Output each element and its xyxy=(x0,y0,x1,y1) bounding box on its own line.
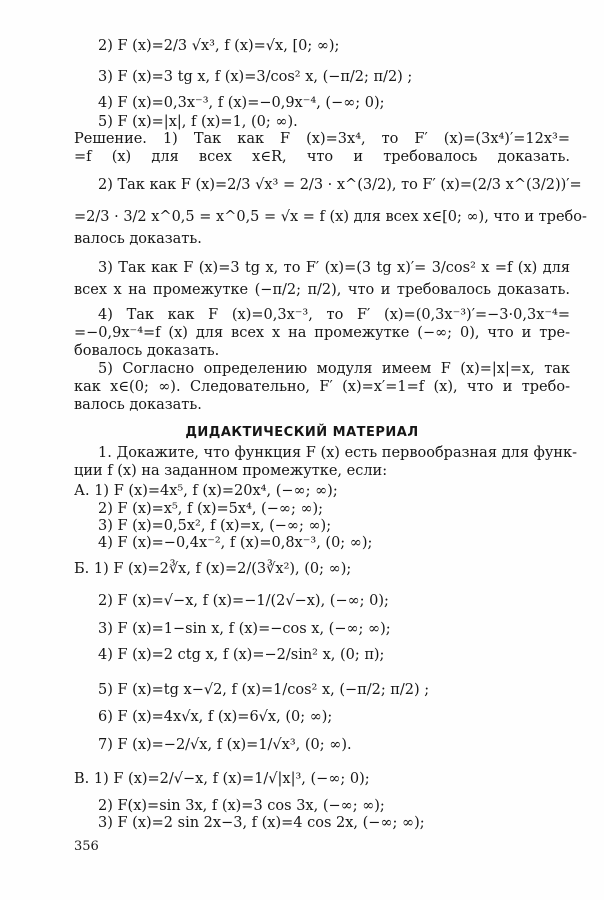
solution-line: 5) Согласно определению модуля имеем F (x)=|x|=x, так xyxy=(98,361,570,377)
section-v-item: В. 1) F (x)=2/√−x, f (x)=1/√|x|³, (−∞; 0); xyxy=(74,771,370,787)
solution-line: 2) Так как F (x)=2/3 √x³ = 2/3 · x^(3/2), то F′ (x)=(2/3 x^(3/2))′= xyxy=(98,177,582,193)
section-b-item: Б. 1) F (x)=2∛x, f (x)=2/(3∛x²), (0; ∞); xyxy=(74,561,352,577)
problem-5: 5) F (x)=|x|, f (x)=1, (0; ∞). xyxy=(98,114,298,130)
task-intro: 1. Докажите, что функция F (x) есть первообразная для функ- xyxy=(98,445,577,461)
solution-line: 4) Так как F (x)=0,3x⁻³, то F′ (x)=(0,3x⁻³)′=−3·0,3x⁻⁴= xyxy=(98,307,570,323)
problem-2: 2) F (x)=2/3 √x³, f (x)=√x, [0; ∞); xyxy=(98,38,340,54)
section-b-item: 5) F (x)=tg x−√2, f (x)=1/cos² x, (−π/2; π/2) ; xyxy=(98,682,430,698)
solution-line: валось доказать. xyxy=(74,231,202,247)
solution-line: =−0,9x⁻⁴=f (x) для всех x на промежутке (−∞; 0), что и тре- xyxy=(74,325,570,341)
section-heading: ДИДАКТИЧЕСКИЙ МАТЕРИАЛ xyxy=(185,425,419,440)
section-b-item: 4) F (x)=2 ctg x, f (x)=−2/sin² x, (0; π); xyxy=(98,647,385,663)
solution-line: валось доказать. xyxy=(74,397,202,413)
solution-line: бовалось доказать. xyxy=(74,343,220,359)
section-b-item: 3) F (x)=1−sin x, f (x)=−cos x, (−∞; ∞); xyxy=(98,621,391,637)
problem-4: 4) F (x)=0,3x⁻³, f (x)=−0,9x⁻⁴, (−∞; 0); xyxy=(98,95,385,111)
problem-3: 3) F (x)=3 tg x, f (x)=3/cos² x, (−π/2; π/2) ; xyxy=(98,69,413,85)
solution-line: =2/3 · 3/2 x^0,5 = x^0,5 = √x = f (x) для всех x∈[0; ∞), что и требо- xyxy=(74,209,587,225)
section-v-item: 2) F(x)=sin 3x, f (x)=3 cos 3x, (−∞; ∞); xyxy=(98,798,385,814)
section-v-item: 3) F (x)=2 sin 2x−3, f (x)=4 cos 2x, (−∞; ∞); xyxy=(98,815,425,831)
section-a-item: 2) F (x)=x⁵, f (x)=5x⁴, (−∞; ∞); xyxy=(98,501,324,517)
section-b-item: 2) F (x)=√−x, f (x)=−1/(2√−x), (−∞; 0); xyxy=(98,593,389,609)
page-number: 356 xyxy=(74,839,99,854)
section-a-item: 3) F (x)=0,5x², f (x)=x, (−∞; ∞); xyxy=(98,518,332,534)
solution-line: всех x на промежутке (−π/2; π/2), что и требовалось доказать. xyxy=(74,282,570,298)
solution-line: как x∈(0; ∞). Следовательно, F′ (x)=x′=1=f (x), что и требо- xyxy=(74,379,570,395)
section-b-item: 7) F (x)=−2/√x, f (x)=1/√x³, (0; ∞). xyxy=(98,737,352,753)
task-intro: ции f (x) на заданном промежутке, если: xyxy=(74,463,388,479)
section-a-item: 4) F (x)=−0,4x⁻², f (x)=0,8x⁻³, (0; ∞); xyxy=(98,535,373,551)
solution-line: Решение. 1) Так как F (x)=3x⁴, то F′ (x)=(3x⁴)′=12x³= xyxy=(74,131,570,147)
section-a-item: А. 1) F (x)=4x⁵, f (x)=20x⁴, (−∞; ∞); xyxy=(74,483,338,499)
solution-line: 3) Так как F (x)=3 tg x, то F′ (x)=(3 tg x)′= 3/cos² x =f (x) для xyxy=(98,260,570,276)
solution-line: =f (x) для всех x∈R, что и требовалось доказать. xyxy=(74,149,570,165)
section-b-item: 6) F (x)=4x√x, f (x)=6√x, (0; ∞); xyxy=(98,709,333,725)
